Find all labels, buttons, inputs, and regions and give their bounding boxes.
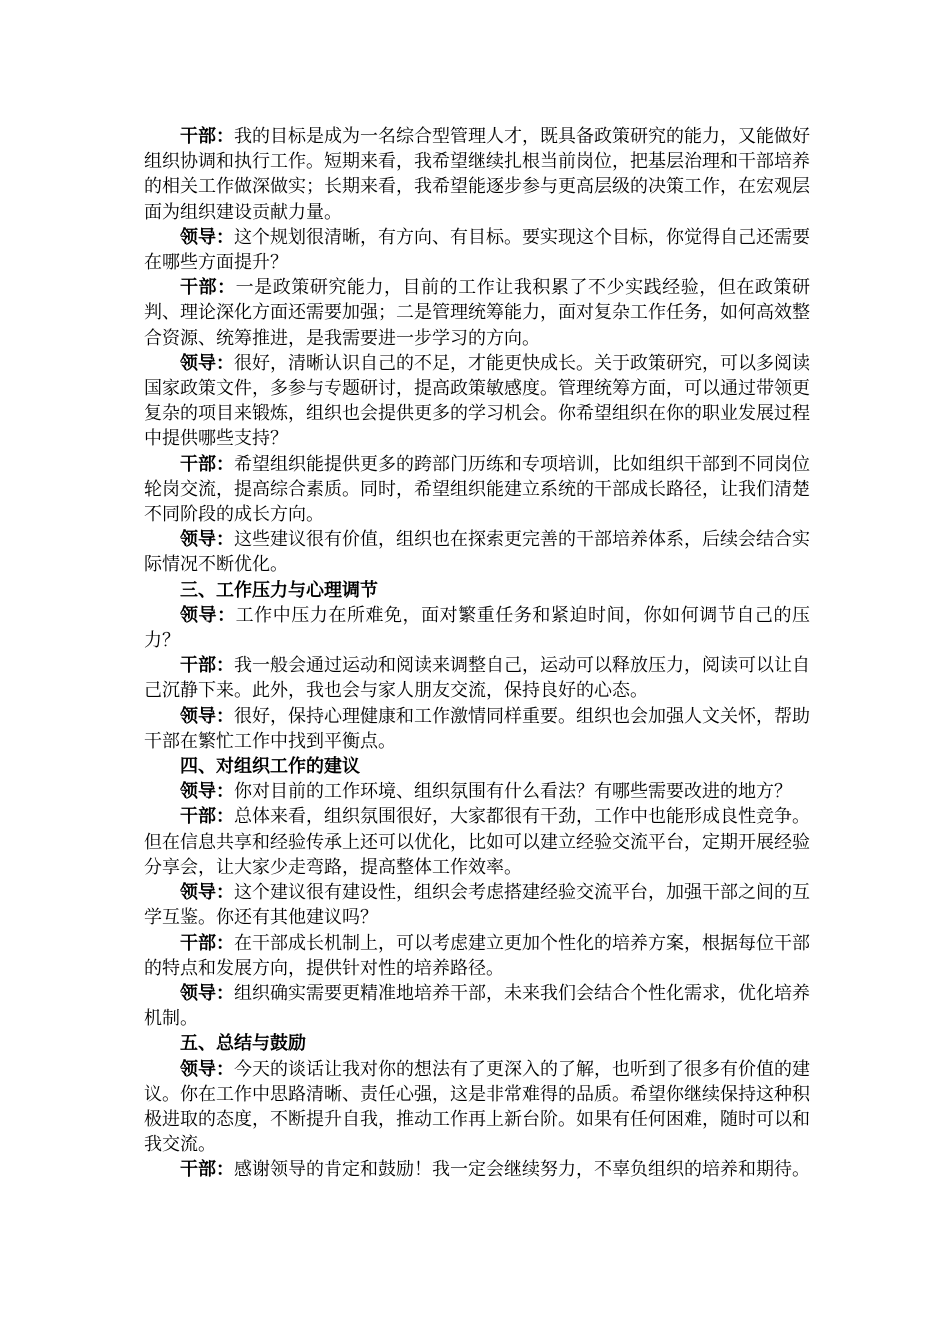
speaker-label: 干部： (180, 1159, 234, 1181)
speaker-label: 领导： (180, 352, 234, 374)
dialogue-text: 很好，保持心理健康和工作激情同样重要。组织也会加强人文关怀，帮助干部在繁忙工作中找到平衡点。 (144, 705, 810, 752)
speaker-label: 领导： (180, 604, 236, 626)
speaker-label: 领导： (180, 226, 234, 248)
dialogue-paragraph (144, 351, 810, 452)
dialogue-paragraph (144, 603, 810, 653)
dialogue-text: 组织确实需要更精准地培养干部，未来我们会结合个性化需求，优化培养机制。 (144, 982, 810, 1030)
dialogue-paragraph (144, 804, 810, 880)
dialogue-paragraph (144, 225, 810, 275)
speaker-label: 干部： (180, 126, 234, 147)
speaker-label: 干部： (180, 655, 234, 677)
dialogue-text: 这个规划很清晰，有方向、有目标。要实现这个目标，你觉得自己还需要在哪些方面提升？ (144, 226, 810, 274)
dialogue-text: 工作中压力在所难免，面对繁重任务和紧迫时间，你如何调节自己的压力？ (144, 604, 811, 652)
dialogue-text: 我的目标是成为一名综合型管理人才，既具备政策研究的能力，又能做好组织协调和执行工作。短期来看，我希望继续扎根当前岗位，把基层治理和干部培养的相关工作做深做实；长期来看，我希望能逐步参与更高层级的决策工作，在宏观层面为组织建设贡献力量。 (144, 126, 810, 223)
section-heading: 三、工作压力与心理调节 (180, 579, 378, 601)
dialogue-paragraph (144, 779, 810, 804)
speaker-label: 领导： (180, 705, 234, 727)
dialogue-text: 我一般会通过运动和阅读来调整自己，运动可以释放压力，阅读可以让自己沉静下来。此外，我也会与家人朋友交流，保持良好的心态。 (144, 655, 810, 702)
speaker-label: 领导： (180, 982, 234, 1004)
speaker-label: 领导： (180, 529, 234, 551)
dialogue-paragraph (144, 653, 810, 703)
dialogue-paragraph (144, 981, 810, 1031)
section-heading: 五、总结与鼓励 (180, 1033, 306, 1055)
dialogue-paragraph (144, 704, 810, 754)
dialogue-text: 希望组织能提供更多的跨部门历练和专项培训，比如组织干部到不同岗位轮岗交流，提高综合素质。同时，希望组织能建立系统的干部成长路径，让我们清楚不同阶段的成长方向。 (144, 453, 810, 526)
dialogue-text: 很好，清晰认识自己的不足，才能更快成长。关于政策研究，可以多阅读国家政策文件，多参与专题研讨，提高政策敏感度。管理统筹方面，可以通过带领更复杂的项目来锻炼，组织也会提供更多的学习机会。你希望组织在你的职业发展过程中提供哪些支持？ (144, 352, 810, 450)
dialogue-paragraph (144, 275, 810, 351)
dialogue-text: 你对目前的工作环境、组织氛围有什么看法？有哪些需要改进的地方？ (234, 781, 792, 803)
dialogue-text: 总体来看，组织氛围很好，大家都很有干劲，工作中也能形成良性竞争。但在信息共享和经验传承上还可以优化，比如可以建立经验交流平台，定期开展经验分享会，让大家少走弯路，提高整体工作效率。 (144, 806, 810, 878)
dialogue-text: 在干部成长机制上，可以考虑建立更加个性化的培养方案，根据每位干部的特点和发展方向，提供针对性的培养路径。 (144, 932, 810, 979)
dialogue-paragraph (144, 880, 810, 930)
speaker-label: 领导： (180, 1058, 234, 1080)
speaker-label: 干部： (180, 932, 234, 954)
dialogue-text: 这个建议很有建设性，组织会考虑搭建经验交流平台，加强干部之间的互学互鉴。你还有其他建议吗？ (144, 882, 810, 929)
speaker-label: 干部： (180, 453, 234, 475)
document-page (144, 124, 810, 1183)
speaker-label: 领导： (180, 882, 234, 904)
dialogue-paragraph (144, 527, 810, 577)
speaker-label: 干部： (180, 277, 236, 299)
dialogue-paragraph (144, 452, 810, 528)
speaker-label: 干部： (180, 806, 234, 828)
dialogue-text: 感谢领导的肯定和鼓励！我一定会继续努力，不辜负组织的培养和期待。 (234, 1159, 810, 1181)
dialogue-paragraph (144, 124, 810, 225)
dialogue-paragraph (144, 1057, 810, 1158)
section-heading: 四、对组织工作的建议 (180, 756, 360, 778)
speaker-label: 领导： (180, 781, 234, 803)
dialogue-text: 今天的谈话让我对你的想法有了更深入的了解，也听到了很多有价值的建议。你在工作中思路清晰、责任心强，这是非常难得的品质。希望你继续保持这种积极进取的态度，不断提升自我，推动工作再上新台阶。如果有任何困难，随时可以和我交流。 (144, 1058, 810, 1156)
dialogue-paragraph (144, 931, 810, 981)
dialogue-paragraph (144, 1157, 810, 1182)
dialogue-text: 一是政策研究能力，目前的工作让我积累了不少实践经验，但在政策研判、理论深化方面还需要加强；二是管理统筹能力，面对复杂工作任务，如何高效整合资源、统筹推进，是我需要进一步学习的方向。 (144, 277, 811, 349)
dialogue-text: 这些建议很有价值，组织也在探索更完善的干部培养体系，后续会结合实际情况不断优化。 (144, 529, 810, 576)
